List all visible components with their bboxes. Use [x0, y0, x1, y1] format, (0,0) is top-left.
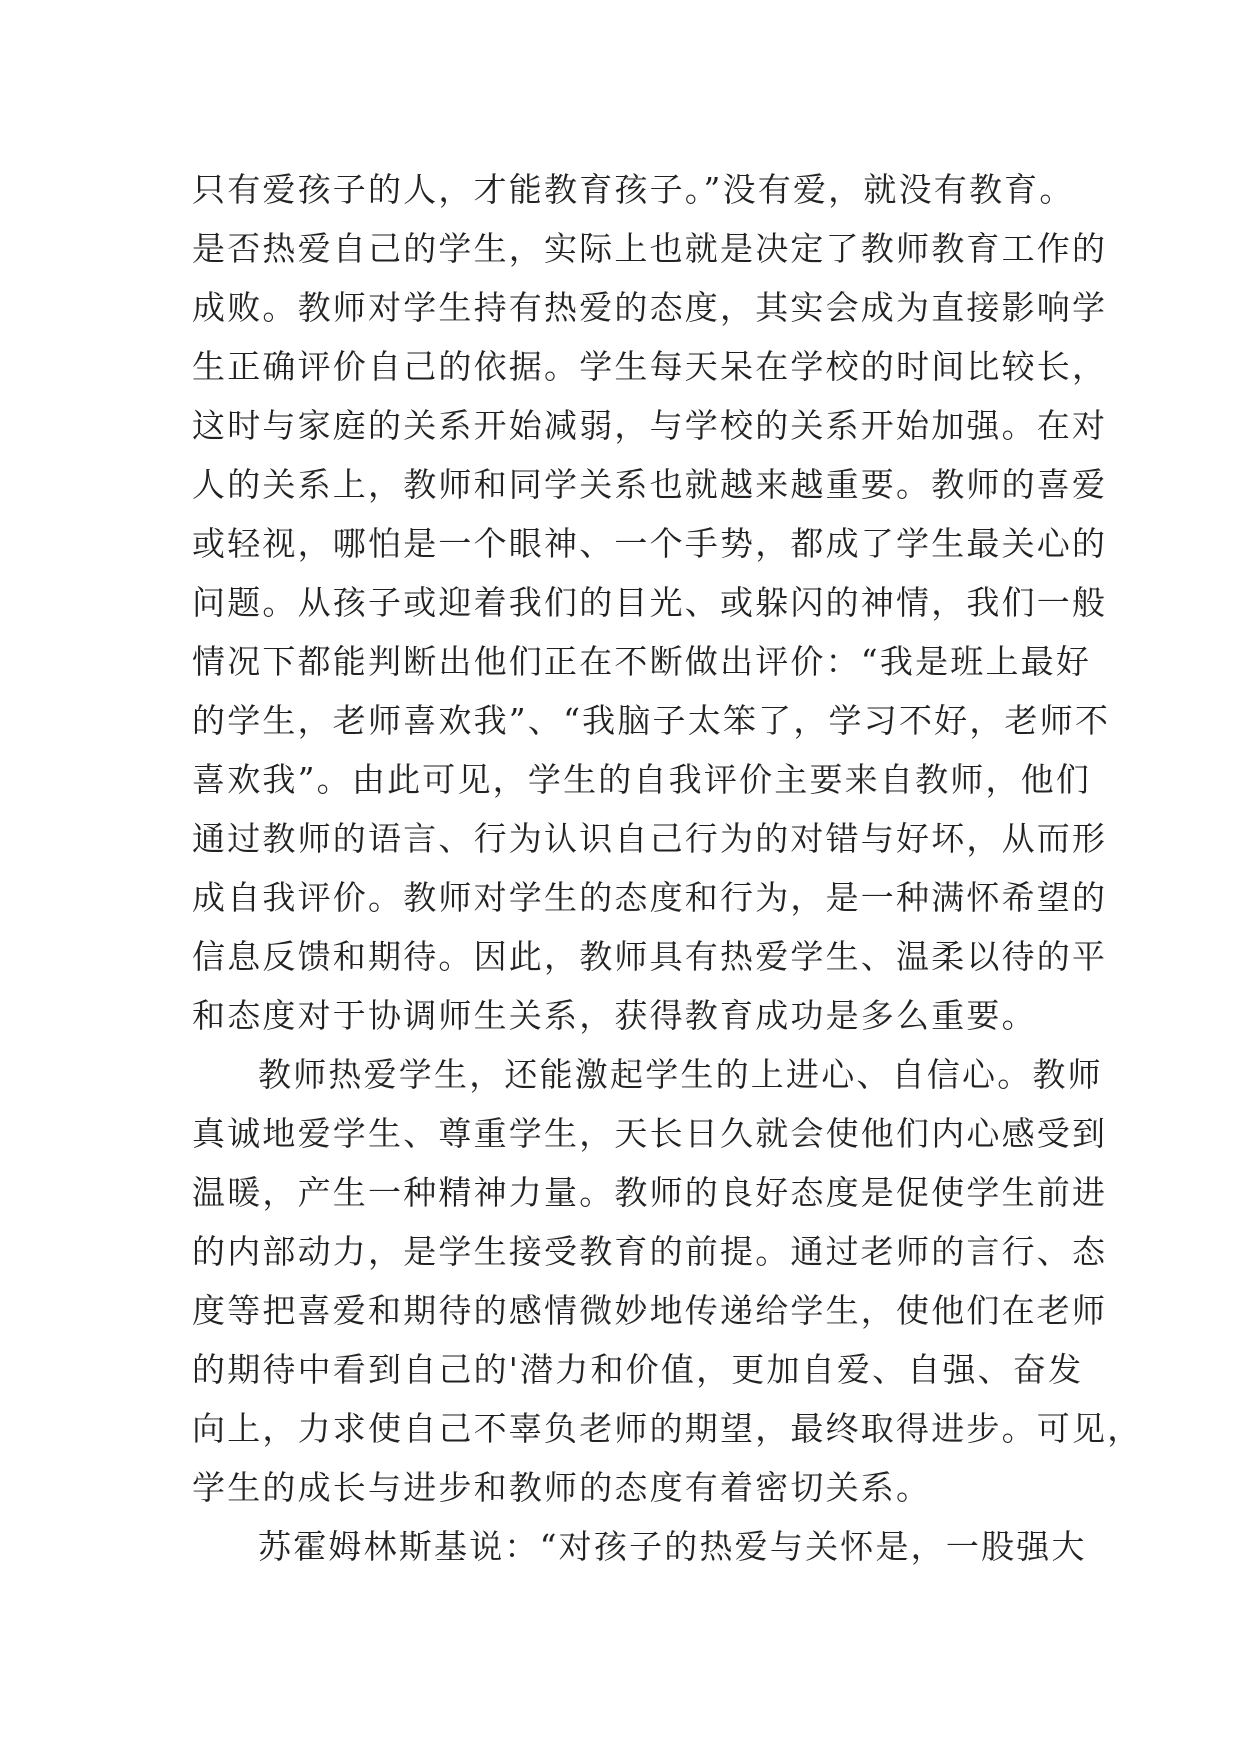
text-line: 温暖，产生一种精神力量。教师的良好态度是促使学生前进 [192, 1173, 1108, 1212]
text-line: 只有爱孩子的人，才能教育孩子。”没有爱，就没有教育。 [192, 170, 1075, 209]
body-text [192, 160, 1143, 1576]
text-line: 向上，力求使自己不辜负老师的期望，最终取得进步。可见， [192, 1409, 1143, 1448]
text-line: 成败。教师对学生持有热爱的态度，其实会成为直接影响学 [192, 288, 1108, 327]
paragraph-start-line: 苏霍姆林斯基说：“对孩子的热爱与关怀是，一股强大 [258, 1527, 1087, 1566]
text-line: 情况下都能判断出他们正在不断做出评价：“我是班上最好 [192, 642, 1092, 681]
text-line: 人的关系上，教师和同学关系也就越来越重要。教师的喜爱 [192, 465, 1108, 504]
text-line: 和态度对于协调师生关系，获得教育成功是多么重要。 [192, 996, 1037, 1035]
paragraph-start-line: 教师热爱学生，还能激起学生的上进心、自信心。教师 [258, 1055, 1103, 1094]
text-line: 真诚地爱学生、尊重学生，天长日久就会使他们内心感受到 [192, 1114, 1108, 1153]
text-line: 喜欢我”。由此可见，学生的自我评价主要来自教师，他们 [192, 760, 1092, 799]
text-line: 度等把喜爱和期待的感情微妙地传递给学生，使他们在老师 [192, 1291, 1108, 1330]
text-line: 这时与家庭的关系开始减弱，与学校的关系开始加强。在对 [192, 406, 1108, 445]
text-line: 通过教师的语言、行为认识自己行为的对错与好坏，从而形 [192, 819, 1108, 858]
text-line: 的学生，老师喜欢我”、“我脑子太笨了，学习不好，老师不 [192, 701, 1111, 740]
text-line: 问题。从孩子或迎着我们的目光、或躲闪的神情，我们一般 [192, 583, 1108, 622]
text-line: 成自我评价。教师对学生的态度和行为，是一种满怀希望的 [192, 878, 1108, 917]
text-line: 学生的成长与进步和教师的态度有着密切关系。 [192, 1468, 932, 1507]
text-line: 的内部动力，是学生接受教育的前提。通过老师的言行、态 [192, 1232, 1108, 1271]
text-line: 生正确评价自己的依据。学生每天呆在学校的时间比较长， [192, 347, 1108, 386]
text-line: 是否热爱自己的学生，实际上也就是决定了教师教育工作的 [192, 229, 1108, 268]
text-line: 或轻视，哪怕是一个眼神、一个手势，都成了学生最关心的 [192, 524, 1108, 563]
text-line: 信息反馈和期待。因此，教师具有热爱学生、温柔以待的平 [192, 937, 1108, 976]
text-line: 的期待中看到自己的'潜力和价值，更加自爱、自强、奋发 [192, 1350, 1084, 1389]
